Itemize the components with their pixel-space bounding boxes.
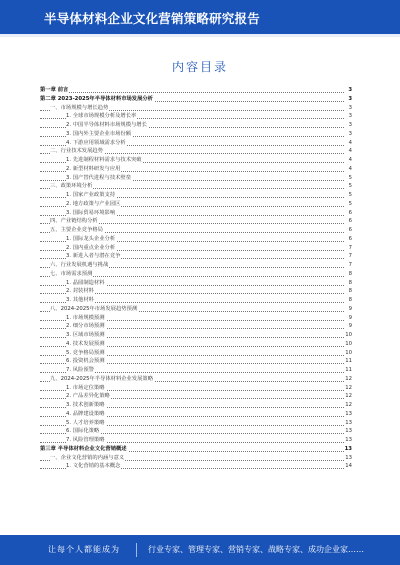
toc-entry[interactable] xyxy=(40,349,352,358)
toc-entry-title: 1. 文化营销的基本概念 xyxy=(66,463,121,470)
toc-entry-title: 1. 市场定位策略 xyxy=(66,384,105,391)
toc-entry-title: 4. 技术发展预测 xyxy=(66,340,105,347)
toc-entry-page: 4 xyxy=(348,139,352,146)
toc-entry-title: 六、行业发展机遇与挑战 xyxy=(50,262,109,268)
toc-entry-page: 13 xyxy=(345,410,352,417)
toc-entry-page: 14 xyxy=(345,463,352,470)
toc-entry[interactable] xyxy=(40,130,352,139)
toc-entry[interactable] xyxy=(40,112,352,121)
toc-entry[interactable] xyxy=(40,279,352,288)
toc-entry-page: 8 xyxy=(348,288,352,295)
toc-entry[interactable] xyxy=(40,165,352,174)
toc-entry[interactable] xyxy=(40,252,352,261)
toc-entry[interactable] xyxy=(40,86,352,95)
header-divider xyxy=(0,34,400,37)
toc-entry-title: 3. 国产替代进程与技术壁垒 xyxy=(66,174,132,181)
toc-entry-page: 11 xyxy=(345,358,352,365)
toc-entry[interactable] xyxy=(40,445,352,454)
toc-entry-page: 6 xyxy=(348,209,352,216)
toc-entry-title: 6. 投资机会预测 xyxy=(66,358,105,365)
toc-entry[interactable] xyxy=(40,375,352,384)
toc-entry[interactable] xyxy=(40,340,352,349)
toc-entry-title: 6. 国际化策略 xyxy=(66,428,100,435)
toc-entry-page: 4 xyxy=(348,148,352,155)
toc-entry[interactable] xyxy=(40,104,352,113)
toc-entry-page: 10 xyxy=(345,332,352,338)
toc-entry-title: 2. 封装材料 xyxy=(66,288,94,295)
toc-entry-title: 九、2024-2025年半导体材料企业发展策略 xyxy=(50,375,154,382)
toc-entry[interactable] xyxy=(40,121,352,130)
toc-entry-title: 1. 国际龙头企业分析 xyxy=(66,235,116,242)
toc-entry-title: 五、主要企业竞争格局 xyxy=(50,227,103,233)
toc-entry[interactable] xyxy=(40,314,352,323)
toc-entry-page: 9 xyxy=(348,314,352,321)
toc-entry-page: 3 xyxy=(348,104,352,111)
toc-entry[interactable] xyxy=(40,322,352,331)
toc-entry[interactable] xyxy=(40,401,352,410)
toc-entry[interactable] xyxy=(40,436,352,445)
toc-entry-page: 5 xyxy=(348,183,352,190)
toc-entry-title: 2. 国内重点企业分析 xyxy=(66,244,116,251)
toc-entry[interactable] xyxy=(40,419,352,428)
toc-entry[interactable] xyxy=(40,191,352,200)
toc-entry-title: 1. 全球市场规模分析及增长率 xyxy=(66,113,137,120)
footer-slogan-left: 让每个人都能成为 xyxy=(48,545,120,554)
toc-entry-title: 2. 中国半导体材料市场规模与增长 xyxy=(66,122,147,128)
page-header-bar xyxy=(0,0,400,34)
toc-entry[interactable] xyxy=(40,217,352,226)
toc-entry-page: 5 xyxy=(348,200,352,207)
toc-entry[interactable] xyxy=(40,462,352,471)
toc-entry[interactable] xyxy=(40,261,352,270)
table-of-contents xyxy=(40,86,352,471)
toc-entry-page: 9 xyxy=(348,305,352,312)
toc-entry[interactable] xyxy=(40,392,352,401)
toc-entry-title: 3. 技术创新策略 xyxy=(66,402,105,408)
toc-entry[interactable] xyxy=(40,147,352,156)
toc-entry-title: 4. 下游应用领域需求分析 xyxy=(66,139,126,146)
toc-entry-title: 第二章 2023-2025年半导体材料市场发展分析 xyxy=(40,95,153,102)
toc-entry[interactable] xyxy=(40,384,352,393)
toc-entry-page: 3 xyxy=(348,87,352,93)
toc-entry[interactable] xyxy=(40,139,352,148)
toc-entry-page: 5 xyxy=(348,192,352,198)
toc-entry-page: 7 xyxy=(348,253,352,260)
toc-entry[interactable] xyxy=(40,209,352,218)
toc-entry[interactable] xyxy=(40,226,352,235)
toc-entry[interactable] xyxy=(40,366,352,375)
toc-entry-title: 2. 地方政策与产业园区 xyxy=(66,200,121,207)
toc-entry[interactable] xyxy=(40,454,352,463)
toc-entry[interactable] xyxy=(40,270,352,279)
toc-entry-page: 13 xyxy=(344,445,352,452)
toc-entry-title: 一、市场规模与增长趋势 xyxy=(50,104,109,111)
toc-entry-title: 四、产业链结构分析 xyxy=(50,218,98,225)
toc-entry-title: 1. 晶圆制造材料 xyxy=(66,279,105,286)
toc-entry[interactable] xyxy=(40,331,352,340)
toc-entry-title: 3. 其他材料 xyxy=(66,297,94,303)
toc-entry-title: 三、政策环境分析 xyxy=(50,183,93,190)
toc-leader-dots xyxy=(40,92,344,93)
footer-slogan-right: 行业专家、管理专家、营销专家、战略专家、成功企业家…… xyxy=(148,545,364,554)
toc-entry[interactable] xyxy=(40,235,352,244)
toc-entry-page: 3 xyxy=(348,130,352,137)
toc-entry-page: 8 xyxy=(348,297,352,303)
toc-entry[interactable] xyxy=(40,296,352,305)
toc-entry-page: 12 xyxy=(345,402,352,408)
toc-entry[interactable] xyxy=(40,244,352,253)
toc-entry-title: 7. 风险管理策略 xyxy=(66,437,105,443)
toc-entry[interactable] xyxy=(40,357,352,366)
toc-entry-title: 第三章 半导体材料企业文化营销概述 xyxy=(40,445,127,452)
toc-entry[interactable] xyxy=(40,427,352,436)
toc-entry[interactable] xyxy=(40,287,352,296)
toc-entry-page: 13 xyxy=(345,454,352,461)
toc-entry-page: 12 xyxy=(345,384,352,391)
toc-entry-page: 12 xyxy=(345,393,352,400)
toc-heading: 内容目录 xyxy=(171,60,228,74)
toc-entry[interactable] xyxy=(40,410,352,419)
toc-entry-title: 3. 新进入者与潜在竞争 xyxy=(66,253,121,260)
toc-entry[interactable] xyxy=(40,182,352,191)
toc-entry[interactable] xyxy=(40,200,352,209)
toc-entry-title: 7. 风险预警 xyxy=(66,367,94,373)
toc-entry-title: 二、行业技术发展趋势 xyxy=(50,148,103,155)
toc-entry-page: 5 xyxy=(348,174,352,181)
report-title: 半导体材料企业文化营销策略研究报告 xyxy=(44,11,260,26)
toc-entry-page: 11 xyxy=(345,367,352,373)
toc-entry-title: 2. 新型材料研发与应用 xyxy=(66,165,121,172)
toc-entry-page: 3 xyxy=(348,95,352,102)
toc-entry-page: 8 xyxy=(348,279,352,286)
toc-entry-page: 7 xyxy=(348,262,352,268)
toc-entry-title: 4. 品牌建设策略 xyxy=(66,410,105,417)
toc-entry-title: 3. 区域市场预测 xyxy=(66,332,105,338)
toc-entry-title: 2. 细分市场预测 xyxy=(66,323,105,330)
page-footer-bar xyxy=(0,535,400,565)
toc-entry[interactable] xyxy=(40,305,352,314)
toc-entry-page: 6 xyxy=(348,235,352,242)
toc-entry-page: 6 xyxy=(348,227,352,233)
toc-entry-page: 8 xyxy=(348,270,352,277)
toc-entry-title: 第一章 前言 xyxy=(40,87,69,93)
toc-entry-page: 13 xyxy=(345,419,352,426)
toc-entry-page: 7 xyxy=(348,244,352,251)
toc-entry-title: 1. 国家产业政策支持 xyxy=(66,192,116,198)
toc-entry[interactable] xyxy=(40,156,352,165)
toc-entry-page: 3 xyxy=(348,122,352,128)
toc-entry-title: 3. 国际贸易环境影响 xyxy=(66,209,116,216)
toc-entry-page: 10 xyxy=(345,340,352,347)
toc-entry-title: 七、市场需求预测 xyxy=(50,270,93,277)
toc-entry-page: 10 xyxy=(345,349,352,356)
footer-divider xyxy=(136,543,137,557)
toc-entry-title: 2. 产品差异化策略 xyxy=(66,393,110,400)
toc-entry-page: 13 xyxy=(345,428,352,435)
toc-entry-title: 5. 人才培养策略 xyxy=(66,419,105,426)
toc-entry-page: 4 xyxy=(348,157,352,163)
toc-entry[interactable] xyxy=(40,95,352,104)
toc-entry-page: 13 xyxy=(345,437,352,443)
toc-entry-title: 八、2024-2025年市场发展趋势预测 xyxy=(50,305,138,312)
toc-entry-page: 12 xyxy=(345,375,352,382)
toc-entry-title: 3. 国内外主要企业市场份额 xyxy=(66,130,132,137)
toc-entry-title: 5. 竞争格局预测 xyxy=(66,349,105,356)
toc-entry-title: 一、企业文化营销的内涵与意义 xyxy=(50,454,125,461)
toc-entry-title: 1. 市场规模预测 xyxy=(66,314,105,321)
toc-entry-page: 9 xyxy=(348,323,352,330)
toc-entry-page: 3 xyxy=(348,113,352,120)
toc-entry-title: 1. 先进制程材料需求与技术突破 xyxy=(66,157,142,163)
toc-entry-page: 4 xyxy=(348,165,352,172)
toc-entry[interactable] xyxy=(40,174,352,183)
toc-entry-page: 6 xyxy=(348,218,352,225)
